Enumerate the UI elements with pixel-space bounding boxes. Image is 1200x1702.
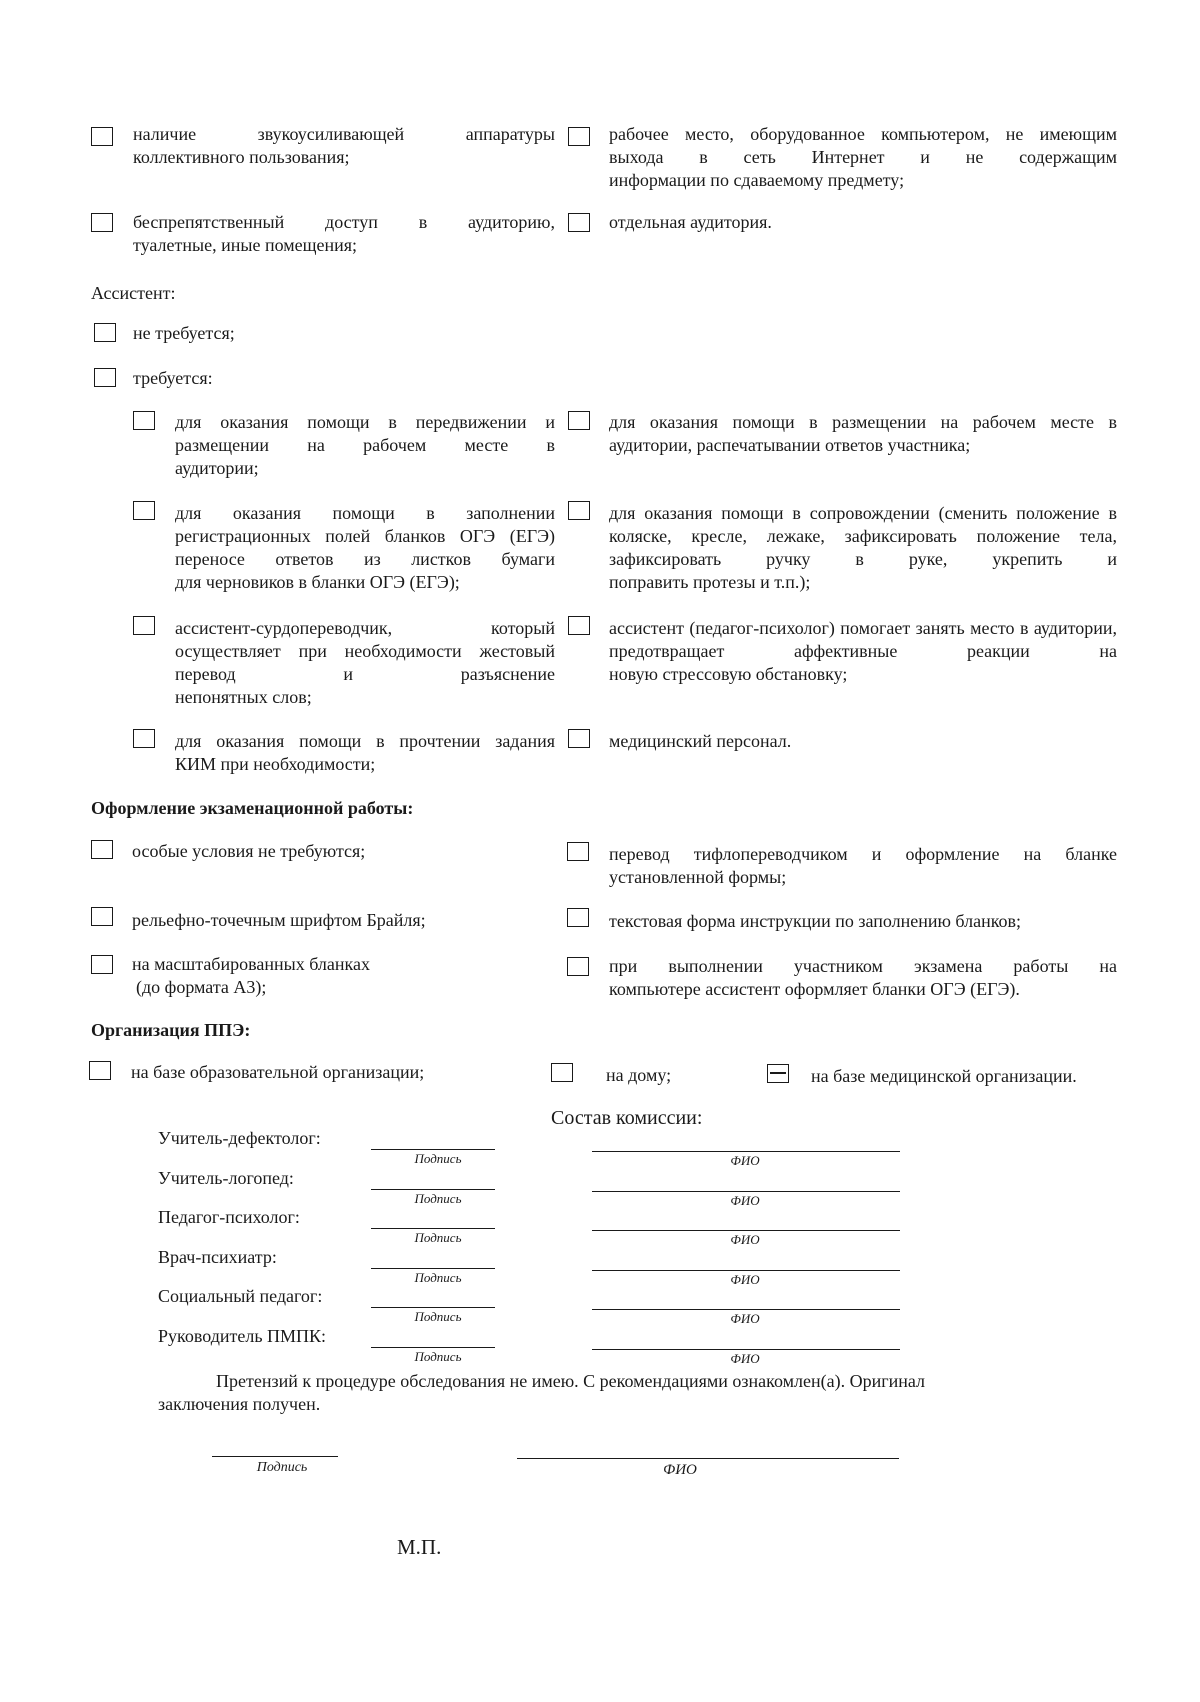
placement-help-checkbox[interactable]	[568, 411, 590, 430]
reading-help-label: для оказания помощи в прочтении задания КИМ при необходимости;	[175, 731, 555, 774]
not-required-label: не требуется;	[133, 323, 235, 343]
tiflo-checkbox[interactable]	[567, 842, 589, 861]
text-instructions-checkbox[interactable]	[567, 908, 589, 927]
parent-name-line[interactable]	[517, 1458, 899, 1459]
filling-help-label: для оказания помощи в заполнении регистрационных полей бланков ОГЭ (ЕГЭ) переносе ответов из листков бумаги для черновиков в бланки ОГЭ (ЕГЭ);	[175, 503, 555, 592]
filling-help-checkbox[interactable]	[133, 501, 155, 520]
commission-role: Руководитель ПМПК:	[158, 1325, 327, 1346]
computer-label: при выполнении участником экзамена работы на компьютере ассистент оформляет бланки ОГЭ (ЕГЭ).	[609, 956, 1117, 999]
commission-signature-line[interactable]	[371, 1347, 495, 1348]
workplace-checkbox[interactable]	[568, 127, 590, 146]
ppe-medical-label: на базе медицинской организации.	[811, 1066, 1077, 1086]
workplace-label: рабочее место, оборудованное компьютером, не имеющим выхода в сеть Интернет и не содержащим информации по сдаваемому предмету;	[609, 124, 1117, 190]
assistant-heading: Ассистент:	[91, 283, 176, 303]
commission-name-line[interactable]	[592, 1151, 900, 1152]
separate-room-checkbox[interactable]	[568, 213, 590, 232]
reading-help-checkbox[interactable]	[133, 729, 155, 748]
medical-staff-checkbox[interactable]	[568, 729, 590, 748]
commission-heading: Состав комиссии:	[551, 1107, 703, 1129]
escort-help-checkbox[interactable]	[568, 501, 590, 520]
required-label: требуется:	[133, 368, 213, 388]
scaled-forms-checkbox[interactable]	[91, 955, 113, 974]
access-label: беспрепятственный доступ в аудиторию, туалетные, иные помещения;	[133, 212, 555, 255]
commission-signature-line[interactable]	[371, 1149, 495, 1150]
commission-name-line[interactable]	[592, 1230, 900, 1231]
ppe-home-label: на дому;	[606, 1065, 672, 1085]
stamp-label: М.П.	[397, 1535, 442, 1559]
sound-apparatus-label: наличие звукоусиливающей аппаратуры коллективного пользования;	[133, 124, 555, 167]
commission-name-caption: ФИО	[730, 1232, 760, 1247]
commission-signature-line[interactable]	[371, 1228, 495, 1229]
commission-signature-caption: Подпись	[414, 1269, 462, 1285]
commission-name-caption: ФИО	[730, 1350, 760, 1366]
no-special-checkbox[interactable]	[91, 840, 113, 859]
commission-role: Педагог-психолог:	[158, 1207, 300, 1227]
parent-name-caption: ФИО	[663, 1462, 697, 1478]
commission-signature-caption: Подпись	[414, 1230, 462, 1245]
tiflo-label: перевод тифлопереводчиком и оформление на бланке установленной формы;	[609, 844, 1117, 887]
acknowledgement-text: Претензий к процедуре обследования не имею. С рекомендациями ознакомлен(а). Оригинал заключения получен.	[158, 1371, 925, 1414]
ppe-school-checkbox[interactable]	[89, 1061, 111, 1080]
exam-format-heading: Оформление экзаменационной работы:	[91, 798, 414, 818]
commission-name-caption: ФИО	[730, 1153, 760, 1168]
commission-signature-caption: Подпись	[414, 1151, 462, 1166]
escort-help-label: для оказания помощи в сопровождении (сменить положение в коляске, кресле, лежаке, зафиксировать положение тела, зафиксировать ручку в руке, укрепить и поправить протезы и т.п.);	[609, 503, 1118, 592]
not-required-checkbox[interactable]	[94, 323, 116, 342]
placement-help-label: для оказания помощи в размещении на рабочем месте в аудитории, распечатывании ответов участника;	[609, 412, 1117, 455]
commission-signature-line[interactable]	[371, 1268, 495, 1269]
commission-role: Врач-психиатр:	[158, 1246, 277, 1267]
sign-interpreter-checkbox[interactable]	[133, 616, 155, 635]
scaled-forms-label: на масштабированных бланках (до формата А3);	[132, 954, 370, 997]
commission-name-line[interactable]	[592, 1191, 900, 1192]
commission-name-line[interactable]	[592, 1349, 900, 1350]
ppe-school-label: на базе образовательной организации;	[131, 1062, 425, 1082]
commission-role: Социальный педагог:	[158, 1286, 323, 1306]
psychologist-label: ассистент (педагог-психолог) помогает занять место в аудитории, предотвращает аффективные реакции на новую стрессовую обстановку;	[609, 618, 1117, 684]
ppe-medical-checkbox[interactable]	[767, 1064, 789, 1083]
commission-name-line[interactable]	[592, 1270, 900, 1271]
braille-label: рельефно-точечным шрифтом Брайля;	[132, 910, 426, 930]
psychologist-checkbox[interactable]	[568, 616, 590, 635]
parent-signature-caption: Подпись	[256, 1460, 308, 1475]
access-checkbox[interactable]	[91, 213, 113, 232]
parent-signature-line[interactable]	[212, 1456, 338, 1457]
commission-role: Учитель-дефектолог:	[158, 1128, 321, 1148]
commission-signature-caption: Подпись	[414, 1309, 462, 1324]
commission-role: Учитель-логопед:	[158, 1167, 294, 1188]
commission-signature-caption: Подпись	[414, 1348, 462, 1364]
commission-name-caption: ФИО	[730, 1311, 760, 1326]
sound-apparatus-checkbox[interactable]	[91, 127, 113, 146]
computer-checkbox[interactable]	[567, 957, 589, 976]
no-special-label: особые условия не требуются;	[132, 841, 366, 861]
commission-signature-caption: Подпись	[414, 1190, 462, 1206]
moving-help-checkbox[interactable]	[133, 411, 155, 430]
moving-help-label: для оказания помощи в передвижении и размещении на рабочем месте в аудитории;	[175, 412, 555, 478]
text-instructions-label: текстовая форма инструкции по заполнению бланков;	[609, 911, 1022, 931]
separate-room-label: отдельная аудитория.	[609, 212, 772, 232]
braille-checkbox[interactable]	[91, 907, 113, 926]
medical-staff-label: медицинский персонал.	[609, 731, 792, 751]
commission-signature-line[interactable]	[371, 1307, 495, 1308]
ppe-heading: Организация ППЭ:	[91, 1020, 251, 1040]
commission-name-caption: ФИО	[730, 1271, 760, 1287]
ppe-home-checkbox[interactable]	[551, 1063, 573, 1082]
commission-name-line[interactable]	[592, 1309, 900, 1310]
commission-name-caption: ФИО	[730, 1192, 760, 1208]
sign-interpreter-label: ассистент-сурдопереводчик, который осуществляет при необходимости жестовый перевод и разъяснение непонятных слов;	[175, 618, 556, 707]
required-checkbox[interactable]	[94, 368, 116, 387]
commission-signature-line[interactable]	[371, 1189, 495, 1190]
